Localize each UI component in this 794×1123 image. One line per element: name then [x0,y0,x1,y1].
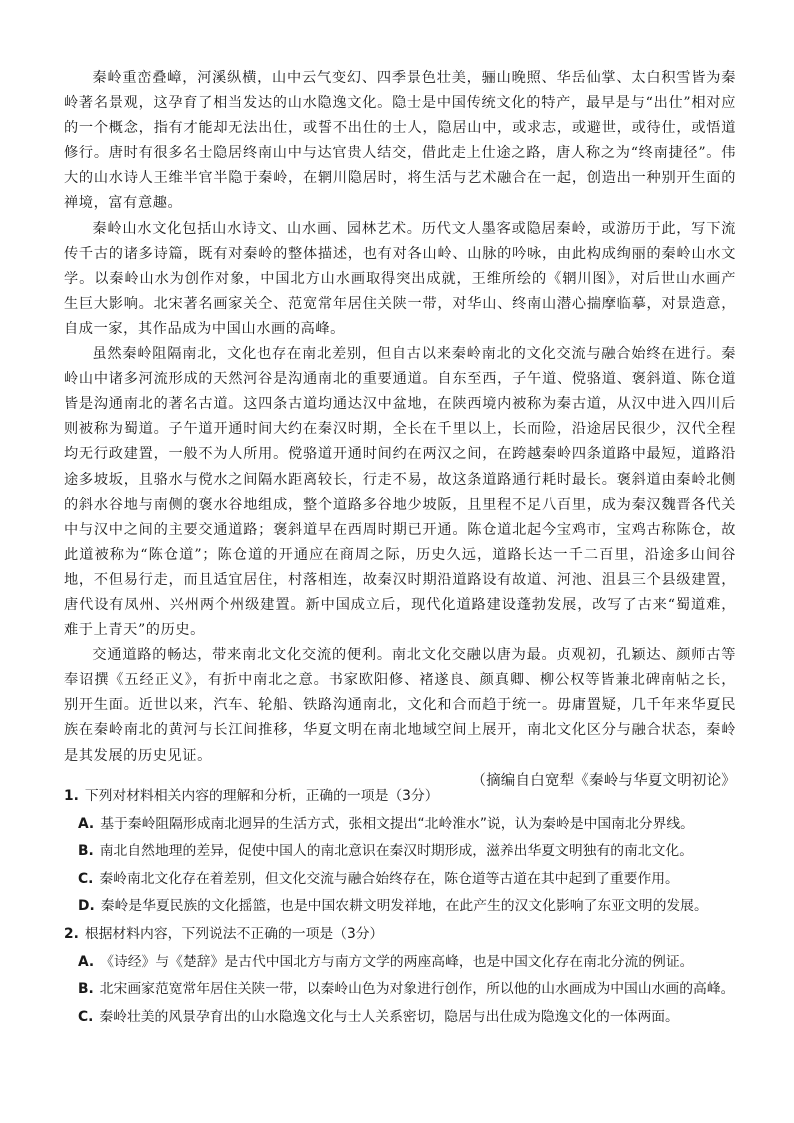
question-text: 下列对材料相关内容的理解和分析，正确的一项是（3分） [84,788,439,804]
option-b [64,838,764,866]
question-1 [64,783,764,921]
option-d [64,893,764,921]
option-a [64,811,764,839]
option-text: 秦岭南北文化存在着差别，但文化交流与融合始终存在，陈仓道等古道在其中起到了重要作用。 [99,870,679,887]
question-stem [64,783,764,811]
option-letter: A. [78,953,95,970]
question-number: 1. [64,788,79,804]
passage-paragraph-4: 交通道路的畅达，带来南北文化交流的便利。南北文化交融以唐为最。贞观初，孔颖达、颜师古等奉诏撰《五经正义》，有折中南北之意。书家欧阳修、褚遂良、颜真卿、柳公权等皆兼北碑南帖之长，别开生面。近世以来，汽车、轮船、铁路沟通南北，文化和合而趋于统一。毋庸置疑，几千年来华夏民族在秦岭南北的黄河与长江间推移，华夏文明在南北地域空间上展开，南北文化区分与融合状态，秦岭是其发展的历史见证。 [64,647,736,764]
reading-passage [64,66,736,794]
option-a [64,949,764,977]
option-text: 秦岭是华夏民族的文化摇篮，也是中国农耕文明发祥地，在此产生的汉文化影响了东亚文明的发展。 [100,898,708,915]
option-letter: B. [78,843,94,860]
question-text: 根据材料内容，下列说法不正确的一项是（3分） [84,925,384,942]
option-text: 南北自然地理的差异，促使中国人的南北意识在秦汉时期形成，滋养出华夏文明独有的南北文化。 [99,843,694,860]
option-b [64,976,764,1004]
option-text: 《诗经》与《楚辞》是古代中国北方与南方文学的两座高峰，也是中国文化存在南北分流的例证。 [100,953,694,970]
option-letter: A. [78,815,95,832]
option-letter: B. [78,981,94,998]
passage-source-citation: （摘编自白宽犁《秦岭与华夏文明初论》 [471,772,736,789]
question-stem [64,921,764,949]
passage-paragraph-2: 秦岭山水文化包括山水诗文、山水画、园林艺术。历代文人墨客或隐居秦岭，或游历于此，写下流传千古的诸多诗篇，既有对秦岭的整体描述，也有对各山岭、山脉的吟咏，由此构成绚丽的秦岭山水文学。以秦岭山水为创作对象，中国北方山水画取得突出成就，王维所绘的《辋川图》，对后世山水画产生巨大影响。北宋著名画家关仝、范宽常年居住关陕一带，对华山、终南山潜心揣摩临摹，对景造意，自成一家，其作品成为中国山水画的高峰。 [64,220,736,337]
option-text: 北宋画家范宽常年居住关陕一带，以秦岭山色为对象进行创作，所以他的山水画成为中国山水画的高峰。 [99,981,735,998]
option-letter: C. [78,1008,94,1025]
option-text: 秦岭壮美的风景孕育出的山水隐逸文化与士人关系密切，隐居与出仕成为隐逸文化的一体两面。 [99,1008,679,1025]
option-c [64,1004,764,1032]
question-number: 2. [64,925,79,942]
question-section [64,783,764,1031]
option-letter: C. [78,870,94,887]
option-text: 基于秦岭阻隔形成南北迥异的生活方式，张相文提出“北岭淮水”说，认为秦岭是中国南北分界线。 [100,815,694,832]
passage-paragraph-1: 秦岭重峦叠嶂，河溪纵横，山中云气变幻、四季景色壮美，骊山晚照、华岳仙掌、太白积雪皆为秦岭著名景观，这孕育了相当发达的山水隐逸文化。隐士是中国传统文化的特产，最早是与“出仕”相对应的一个概念，指有才能却无法出仕，或誓不出仕的士人，隐居山中，或求志，或避世，或待仕，或悟道修行。唐时有很多名士隐居终南山中与达官贵人结交，借此走上仕途之路，唐人称之为“终南捷径”。伟大的山水诗人王维半官半隐于秦岭，在辋川隐居时，将生活与艺术融合在一起，创造出一种别开生面的禅境，富有意趣。 [64,70,736,212]
passage-paragraph-3: 虽然秦岭阻隔南北，文化也存在南北差别，但自古以来秦岭南北的文化交流与融合始终在进行。秦岭山中诸多河流形成的天然河谷是沟通南北的重要通道。自东至西，子午道、傥骆道、褒斜道、陈仓道皆是沟通南北的著名古道。这四条古道均通达汉中盆地，在陕西境内被称为秦古道，从汉中进入四川后则被称为蜀道。子午道开通时间大约在秦汉时期，全长在千里以上，长而险，沿途居民很少，汉代全程均无行政建置，一般不为人所用。傥骆道开通时间约在两汉之间，在跨越秦岭四条道路中最短，道路沿途多坡坂，且骆水与傥水之间隔水距离较长，行走不易，故这条道路通行耗时最长。褒斜道由秦岭北侧的斜水谷地与南侧的褒水谷地组成，整个道路多谷地少坡阪，且里程不足八百里，成为秦汉魏晋各代关中与汉中之间的主要交通道路；褒斜道早在西周时期已开通。陈仓道北起今宝鸡市，宝鸡古称陈仓，故此道被称为“陈仓道”；陈仓道的开通应在商周之际，历史久远，道路长达一千二百里，沿途多山间谷地，不但易行走，而且适宜居住，村落相连，故秦汉时期沿道路设有故道、河池、沮县三个县级建置，唐代设有凤州、兴州两个州级建置。新中国成立后，现代化道路建设蓬勃发展，改写了古来“蜀道难，难于上青天”的历史。 [64,346,736,639]
question-2 [64,921,764,1031]
option-c [64,866,764,894]
option-letter: D. [78,898,95,915]
